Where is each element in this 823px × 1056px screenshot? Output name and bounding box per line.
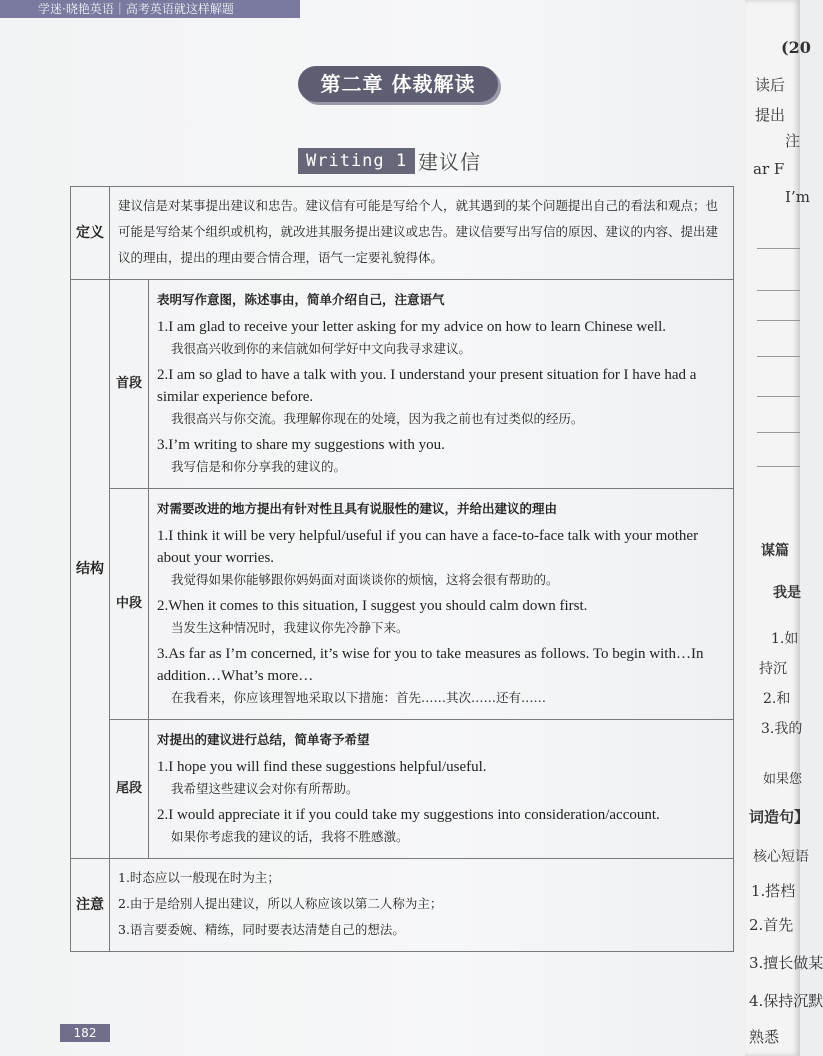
closing-item-2-en: 2.I would appreciate it if you could take my suggestions into consideration/account. <box>157 807 660 823</box>
definition-label: 定义 <box>71 187 110 280</box>
fragment: 我是 <box>773 585 801 601</box>
closing-label: 尾段 <box>110 720 149 859</box>
opening-item-3-en: 3.I’m writing to share my suggestions with you. <box>157 437 445 453</box>
running-header: 学迷·晓艳英语｜高考英语就这样解题 <box>0 0 300 18</box>
fragment: 1.如 <box>771 631 799 647</box>
body-heading: 对需要改进的地方提出有针对性且具有说服性的建议，并给出建议的理由 <box>157 501 558 516</box>
opening-item-2-en: 2.I am so glad to have a talk with you. I understand your present situation for I have had a similar experience before. <box>157 367 697 405</box>
note-item-1: 1.时态应以一般现在时为主； <box>118 870 280 885</box>
notes-row <box>71 859 734 952</box>
notes-label: 注意 <box>71 859 110 952</box>
fragment: 3.擅长做某 <box>749 954 823 972</box>
closing-heading: 对提出的建议进行总结，简单寄予希望 <box>157 732 370 747</box>
fragment: 2.和 <box>763 691 791 707</box>
fragment: 2.首先 <box>749 916 794 934</box>
opening-item-1-en: 1.I am glad to receive your letter asking for my advice on how to learn Chinese well. <box>157 319 667 335</box>
opening-label: 首段 <box>110 280 149 489</box>
fragment: 注 <box>785 132 801 150</box>
fragment: 4.保持沉默 <box>749 992 823 1010</box>
structure-row-closing <box>71 720 734 859</box>
body-item-3-en: 3.As far as I’m concerned, it’s wise for you to take measures as follows. To begin with…In addition…What’s more… <box>157 646 704 684</box>
fragment: 持沉 <box>759 661 787 677</box>
closing-item-1-zh: 我希望这些建议会对你有所帮助。 <box>171 781 359 796</box>
opening-cell <box>149 280 734 489</box>
structure-row-body <box>71 489 734 720</box>
closing-cell <box>149 720 734 859</box>
closing-item-1-en: 1.I hope you will find these suggestions helpful/useful. <box>157 759 487 775</box>
genre-table <box>70 186 734 952</box>
fragment: 提出 <box>755 106 786 124</box>
fragment: (20 <box>781 38 811 57</box>
structure-row-opening <box>71 280 734 489</box>
opening-item-1-zh: 我很高兴收到你的来信就如何学好中文向我寻求建议。 <box>171 341 472 356</box>
page-number: 182 <box>60 1024 110 1042</box>
facing-page-edge <box>745 0 823 1056</box>
body-item-2-zh: 当发生这种情况时，我建议你先冷静下来。 <box>171 620 409 635</box>
structure-label: 结构 <box>71 280 110 859</box>
fragment: 词造句】 <box>749 808 810 826</box>
note-item-3: 3.语言要委婉、精练，同时要表达清楚自己的想法。 <box>118 922 405 937</box>
body-item-2-en: 2.When it comes to this situation, I suggest you should calm down first. <box>157 598 588 614</box>
definition-text: 建议信是对某事提出建议和忠告。建议信有可能是写给个人，就其遇到的某个问题提出自己的看法和观点；也可能是写给某个组织或机构，就改进其服务提出建议或忠告。建议信要写出写信的原因、建议的内容、提出建议的理由，提出的理由要合情合理，语气一定要礼貌得体。 <box>118 198 719 265</box>
notes-cell <box>110 859 734 952</box>
fragment: 核心短语 <box>753 849 809 865</box>
section-tag: Writing 1 <box>298 148 415 174</box>
closing-item-2-zh: 如果你考虑我的建议的话，我将不胜感激。 <box>171 829 409 844</box>
body-item-1-zh: 我觉得如果你能够跟你妈妈面对面谈谈你的烦恼，这将会很有帮助的。 <box>171 572 559 587</box>
opening-item-2-zh: 我很高兴与你交流。我理解你现在的处境，因为我之前也有过类似的经历。 <box>171 411 584 426</box>
fragment: 熟悉 <box>749 1028 780 1046</box>
fragment: 谋篇 <box>761 543 789 559</box>
fragment: ar F <box>753 160 785 178</box>
body-item-1-en: 1.I think it will be very helpful/useful if you can have a face-to-face talk with your mother about your worries. <box>157 528 699 566</box>
body-label: 中段 <box>110 489 149 720</box>
fragment: 1.搭档 <box>751 882 796 900</box>
body-item-3-zh: 在我看来，你应该理智地采取以下措施：首先……其次……还有…… <box>171 690 547 705</box>
chapter-title: 第二章 体裁解读 <box>298 66 498 102</box>
note-item-2: 2.由于是给别人提出建议，所以人称应该以第二人称为主； <box>118 896 443 911</box>
opening-heading: 表明写作意图，陈述事由，简单介绍自己，注意语气 <box>157 292 445 307</box>
fragment: 如果您 <box>763 772 803 787</box>
definition-cell <box>110 187 734 280</box>
section-title: 建议信 <box>418 150 481 174</box>
opening-item-3-zh: 我写信是和你分享我的建议的。 <box>171 459 347 474</box>
fragment: 3.我的 <box>761 721 803 737</box>
definition-row <box>71 187 734 280</box>
fragment: 读后 <box>755 76 786 94</box>
fragment: I’m <box>785 188 810 206</box>
body-cell <box>149 489 734 720</box>
